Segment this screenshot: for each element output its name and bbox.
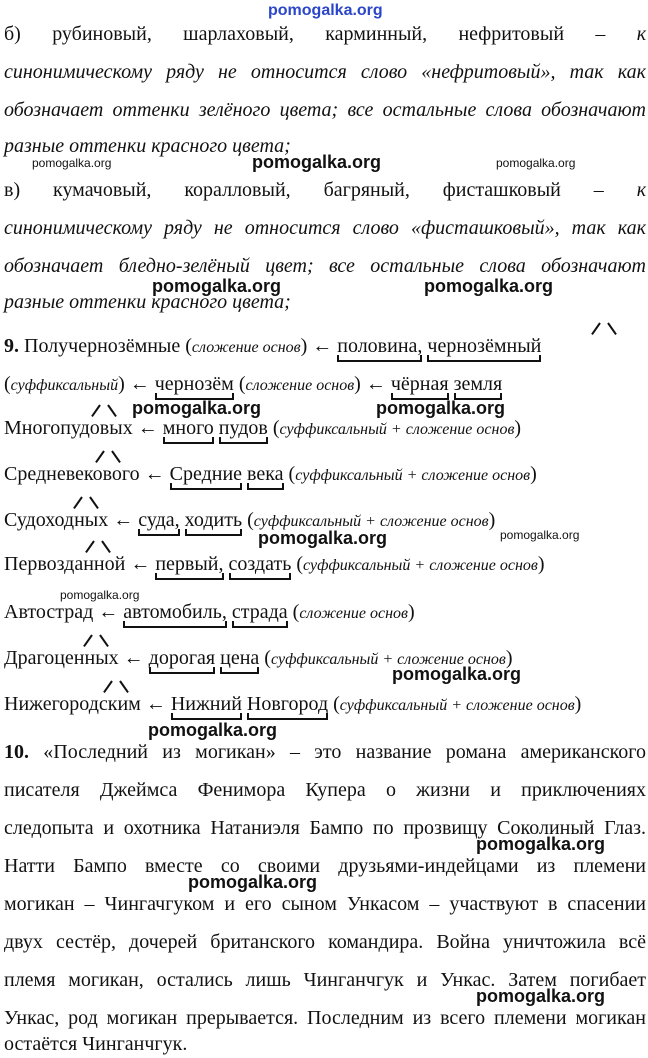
task9-row: Автострад ← автомобиль, страда (сложение основ) [4, 598, 646, 628]
sec-b-line-1 [4, 20, 646, 48]
source-word: земля [454, 370, 503, 398]
watermark: pomogalka.org [152, 276, 282, 296]
word: коралловый, [184, 179, 291, 201]
watermark: pomogalka.org [252, 152, 382, 172]
task10-line-3: следопыта и охотника Натаниэля Бампо по прозвищу Соколиный Глаз. [4, 817, 646, 839]
arrow: ← [129, 373, 150, 395]
watermark: pomogalka.org [476, 834, 606, 854]
source-word: первый, [155, 550, 223, 578]
sec-b-line-3: обозначает оттенки зелёного цвета; все остальные слова обозначают [4, 99, 646, 121]
source-word: пудов [219, 414, 268, 442]
arrow: ← [123, 647, 144, 669]
source-word: чёрная [391, 370, 449, 398]
method: сложение основ [191, 339, 301, 356]
watermark: pomogalka.org [476, 986, 606, 1006]
task9-row-2: (суффиксальный) ← чернозём (сложение основ) ← чёрная земля [4, 370, 646, 400]
word: рубиновый, [52, 23, 152, 45]
task10-line-8: Ункас, род могикан прерывается. Последним из всего племени могикан [4, 1007, 646, 1029]
sec-b-letter: б) [4, 23, 21, 45]
derived-word: Получернозёмные [24, 335, 181, 357]
word: фисташковый [442, 179, 561, 201]
watermark: pomogalka.org [258, 528, 388, 548]
source-word: чернозём [155, 370, 234, 398]
word: карминный, [325, 23, 428, 45]
task9-row-1: 9. Получернозёмные (сложение основ) ← половина, чернозёмный [4, 332, 646, 362]
arrow: ← [98, 601, 119, 623]
method: суффиксальный + сложение основ [302, 557, 538, 574]
dash: – [593, 179, 604, 201]
watermark: pomogalka.org [376, 398, 506, 418]
word: багряный, [323, 179, 410, 201]
source-word: страда [232, 598, 288, 626]
task9-row: Первозданной ← первый, создать (суффиксальный + сложение основ) [4, 550, 646, 580]
arrow: ← [312, 335, 333, 357]
method: суффиксальный + сложение основ [270, 651, 506, 668]
method: сложение основ [299, 605, 408, 622]
task10-line-9: остаётся Чинганчгук. [4, 1033, 188, 1055]
method: суффиксальный + сложение основ [295, 467, 531, 484]
watermark: pomogalka.org [500, 528, 580, 542]
watermark: pomogalka.org [60, 588, 140, 602]
watermark: pomogalka.org [496, 156, 576, 170]
source-word: ходить [185, 506, 242, 534]
word: к [636, 23, 647, 45]
source-word: дорогая [149, 644, 215, 672]
source-word: Нижний [171, 690, 242, 718]
sec-b-line-4: разные оттенки красного цвета; [4, 135, 291, 157]
arrow: ← [113, 509, 134, 531]
task9-row: Нижегородским ← Нижний Новгород (суффиксальный + сложение основ) [4, 690, 646, 720]
task9-row: Драгоценных ← дорогая цена (суффиксальный + сложение основ) [4, 644, 646, 674]
derived-word: Судоходных [4, 509, 109, 531]
source-word: Средние [170, 460, 242, 488]
source-word: Новгород [247, 690, 328, 718]
task10-line-1 [4, 738, 646, 766]
source-word: суда, [138, 506, 179, 534]
site-watermark-top[interactable]: pomogalka.org [268, 2, 383, 19]
task9-row: Многопудовых ← много пудов (суффиксальный + сложение основ) [4, 414, 646, 444]
dash: – [595, 23, 606, 45]
task10-number: 10. [4, 741, 29, 763]
sec-b-line-2: синонимическому ряду не относится слово «нефритовый», так как [4, 61, 646, 83]
method: суффиксальный + сложение основ [339, 697, 575, 714]
arrow: ← [130, 553, 151, 575]
watermark: pomogalka.org [148, 720, 278, 740]
derived-word: Первозданной [4, 553, 126, 575]
arrow: ← [144, 463, 165, 485]
arrow: ← [145, 693, 166, 715]
word: нефритовый [458, 23, 565, 45]
task10-line-6: двух сестёр, дочерей британского командира. Война уничтожила всё [4, 931, 646, 953]
word: к [636, 179, 647, 201]
arrow: ← [365, 373, 386, 395]
method: сложение основ [245, 377, 355, 394]
derived-word: Средневекового [4, 463, 140, 485]
arrow: ← [137, 417, 158, 439]
method: суффиксальный + сложение основ [279, 421, 515, 438]
task10-line-2: писателя Джеймса Фенимора Купера о жизни и приключениях [4, 779, 646, 801]
derived-word: Нижегородским [4, 693, 141, 715]
derived-word: Автострад [4, 601, 94, 623]
sec-v-line-1 [4, 176, 646, 204]
task10-text: «Последний из могикан» – это название романа американского [43, 741, 647, 763]
method: суффиксальный + сложение основ [253, 513, 489, 530]
sec-v-line-3: обозначает бледно-зелёный цвет; все остальные слова обозначают [4, 255, 646, 277]
source-word: цена [220, 644, 259, 672]
derived-word: Драгоценных [4, 647, 119, 669]
task10-line-7: племя могикан, остались лишь Чинганчгук и Ункас. Затем погибает [4, 969, 646, 991]
source-word: века [247, 460, 284, 488]
source-word: много [163, 414, 214, 442]
watermark: pomogalka.org [188, 872, 318, 892]
word: шарлаховый, [183, 23, 294, 45]
task9-row: Судоходных ← суда, ходить (суффиксальный + сложение основ) [4, 506, 646, 536]
task9-number: 9. [4, 335, 19, 357]
sec-v-letter: в) [4, 179, 21, 201]
source-word: создать [229, 550, 292, 578]
watermark: pomogalka.org [132, 398, 262, 418]
source-word: чернозёмный [427, 332, 541, 360]
watermark: pomogalka.org [32, 156, 112, 170]
source-word: половина, [337, 332, 422, 360]
derived-word: Многопудовых [4, 417, 133, 439]
sec-v-line-4: разные оттенки красного цвета; [4, 291, 291, 313]
task9-row: Средневекового ← Средние века (суффиксальный + сложение основ) [4, 460, 646, 490]
word: кумачовый, [53, 179, 152, 201]
task10-line-4: Натти Бампо вместе со своими друзьями-индейцами из племени [4, 855, 646, 877]
watermark: pomogalka.org [424, 276, 554, 296]
sec-v-line-2: синонимическому ряду не относится слово «фисташковый», так как [4, 217, 646, 239]
task10-line-5: могикан – Чингачгуком и его сыном Ункасом – участвуют в спасении [4, 893, 646, 915]
watermark: pomogalka.org [392, 664, 522, 684]
source-word: автомобиль, [123, 598, 227, 626]
method: суффиксальный [10, 377, 119, 394]
